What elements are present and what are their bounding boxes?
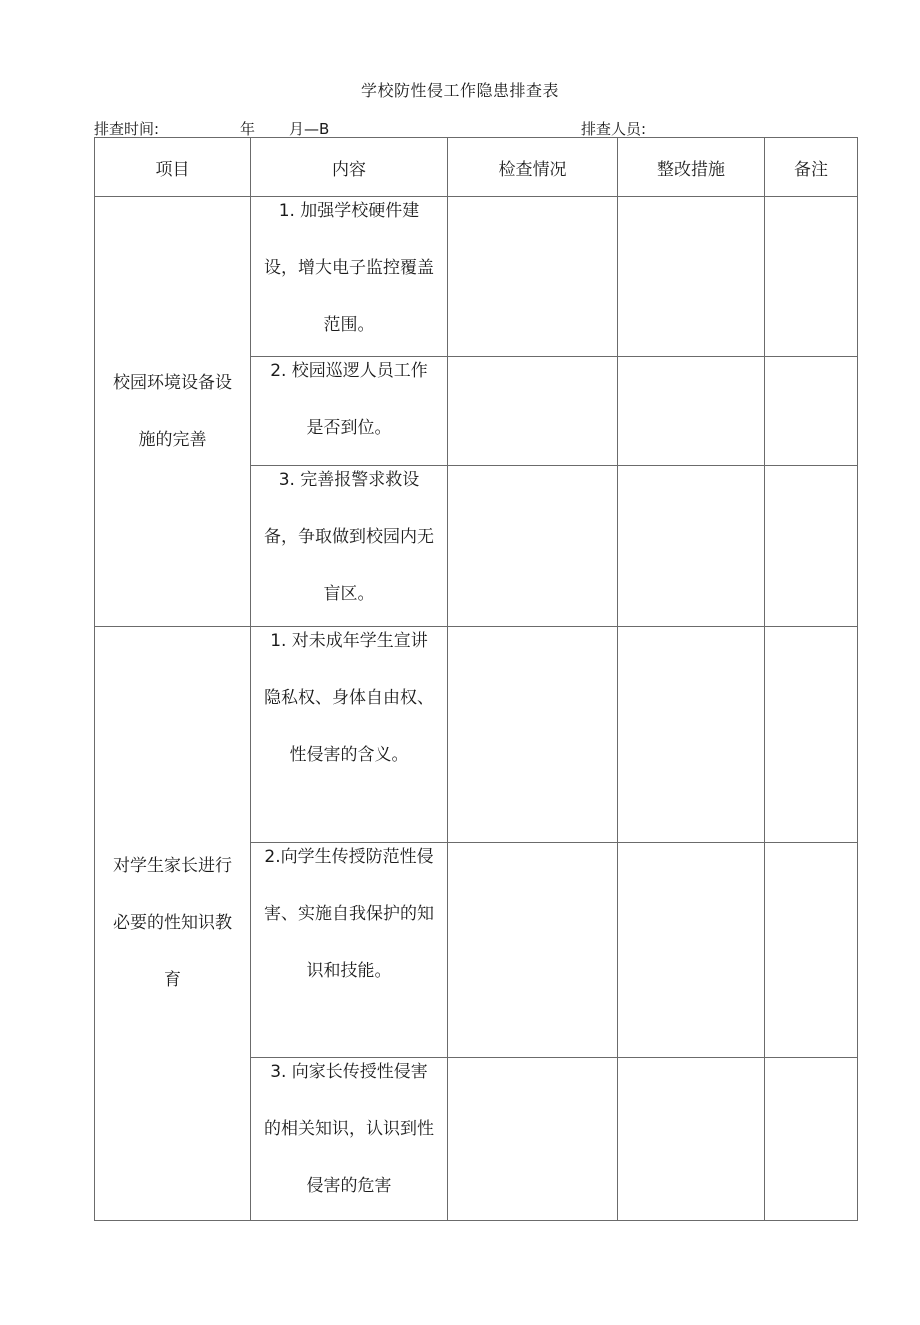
header-content: 内容 (251, 138, 448, 197)
remarks-cell[interactable] (765, 1058, 858, 1221)
inspection-status-cell[interactable] (448, 197, 618, 357)
inspection-status-cell[interactable] (448, 466, 618, 627)
remarks-cell[interactable] (765, 466, 858, 627)
inspection-status-cell[interactable] (448, 1058, 618, 1221)
inspector-label: 排查人员: (581, 120, 647, 138)
header-remarks: 备注 (765, 138, 858, 197)
corrective-measures-cell[interactable] (618, 357, 765, 466)
category-cell: 对学生家长进行必要的性知识教育 (95, 627, 251, 1221)
inspection-time-label: 排查时间: (94, 120, 160, 138)
content-cell (251, 843, 448, 1058)
month-day-label: 月—B (289, 120, 330, 138)
remarks-cell[interactable] (765, 197, 858, 357)
corrective-measures-cell[interactable] (618, 627, 765, 843)
inspection-status-cell[interactable] (448, 357, 618, 466)
content-text: 3. 向家长传授性侵害的相关知识，认识到性侵害的危害 (264, 1062, 434, 1196)
content-text: 3. 完善报警求救设备，争取做到校园内无盲区。 (264, 470, 434, 604)
content-text: 2. 校园巡逻人员工作是否到位。 (270, 361, 428, 438)
inspection-status-cell[interactable] (448, 627, 618, 843)
content-cell (251, 357, 448, 466)
content-text: 1. 加强学校硬件建设，增大电子监控覆盖范围。 (264, 201, 434, 335)
remarks-cell[interactable] (765, 843, 858, 1058)
content-cell (251, 1058, 448, 1221)
corrective-measures-cell[interactable] (618, 1058, 765, 1221)
table-header-row (95, 138, 858, 197)
corrective-measures-cell[interactable] (618, 466, 765, 627)
remarks-cell[interactable] (765, 357, 858, 466)
corrective-measures-cell[interactable] (618, 843, 765, 1058)
category-cell: 校园环境设备设施的完善 (95, 197, 251, 627)
content-cell (251, 466, 448, 627)
content-cell (251, 627, 448, 843)
header-corrective-measures: 整改措施 (618, 138, 765, 197)
table-row (95, 627, 858, 843)
remarks-cell[interactable] (765, 627, 858, 843)
corrective-measures-cell[interactable] (618, 197, 765, 357)
year-label: 年 (240, 120, 256, 138)
header-category: 项目 (95, 138, 251, 197)
content-cell (251, 197, 448, 357)
table-row (95, 197, 858, 357)
document-title: 学校防性侵工作隐患排查表 (360, 81, 559, 100)
content-text: 1. 对未成年学生宣讲隐私权、身体自由权、性侵害的含义。 (264, 631, 434, 765)
inspection-table (94, 137, 858, 1221)
content-text: 2.向学生传授防范性侵害、实施自我保护的知识和技能。 (264, 847, 434, 981)
inspection-status-cell[interactable] (448, 843, 618, 1058)
header-inspection-status: 检查情况 (448, 138, 618, 197)
